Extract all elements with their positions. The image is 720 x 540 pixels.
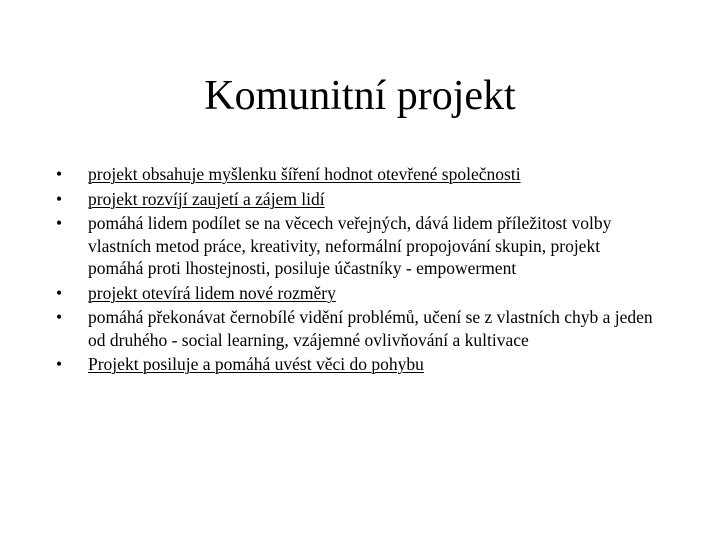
bullet-icon: •: [56, 164, 63, 184]
bullet-icon: •: [56, 354, 63, 374]
bullet-text: projekt obsahuje myšlenku šíření hodnot otevřené společnosti: [88, 164, 521, 184]
bullet-item: [56, 212, 656, 280]
bullet-icon: •: [56, 213, 63, 233]
bullet-text: Projekt posiluje a pomáhá uvést věci do pohybu: [88, 354, 424, 374]
bullet-item: [56, 188, 656, 211]
bullet-icon: •: [56, 307, 63, 327]
bullet-item: [56, 163, 656, 186]
bullet-text: projekt otevírá lidem nové rozměry: [88, 282, 336, 303]
slide-title: Komunitní projekt: [204, 73, 516, 119]
bullet-icon: •: [56, 188, 63, 209]
bullet-text: pomáhá překonávat černobílé vidění problémů, učení se z vlastních chyb a jeden od druhého - social learning, vzájemné ovlivňování a kultivace: [88, 307, 653, 350]
bullet-text: projekt rozvíjí zaujetí a zájem lidí: [88, 188, 325, 209]
bullet-item: [56, 353, 656, 376]
bullet-item: [56, 306, 656, 351]
bullet-text: pomáhá lidem podílet se na věcech veřejných, dává lidem příležitost volby vlastních metod práce, kreativity, neformální propojování skupin, projekt pomáhá proti lhostejnosti, posiluje účastníky - empowerment: [88, 213, 612, 278]
bullet-icon: •: [56, 282, 63, 303]
bullet-list: [56, 163, 656, 378]
bullet-item: [56, 282, 656, 305]
